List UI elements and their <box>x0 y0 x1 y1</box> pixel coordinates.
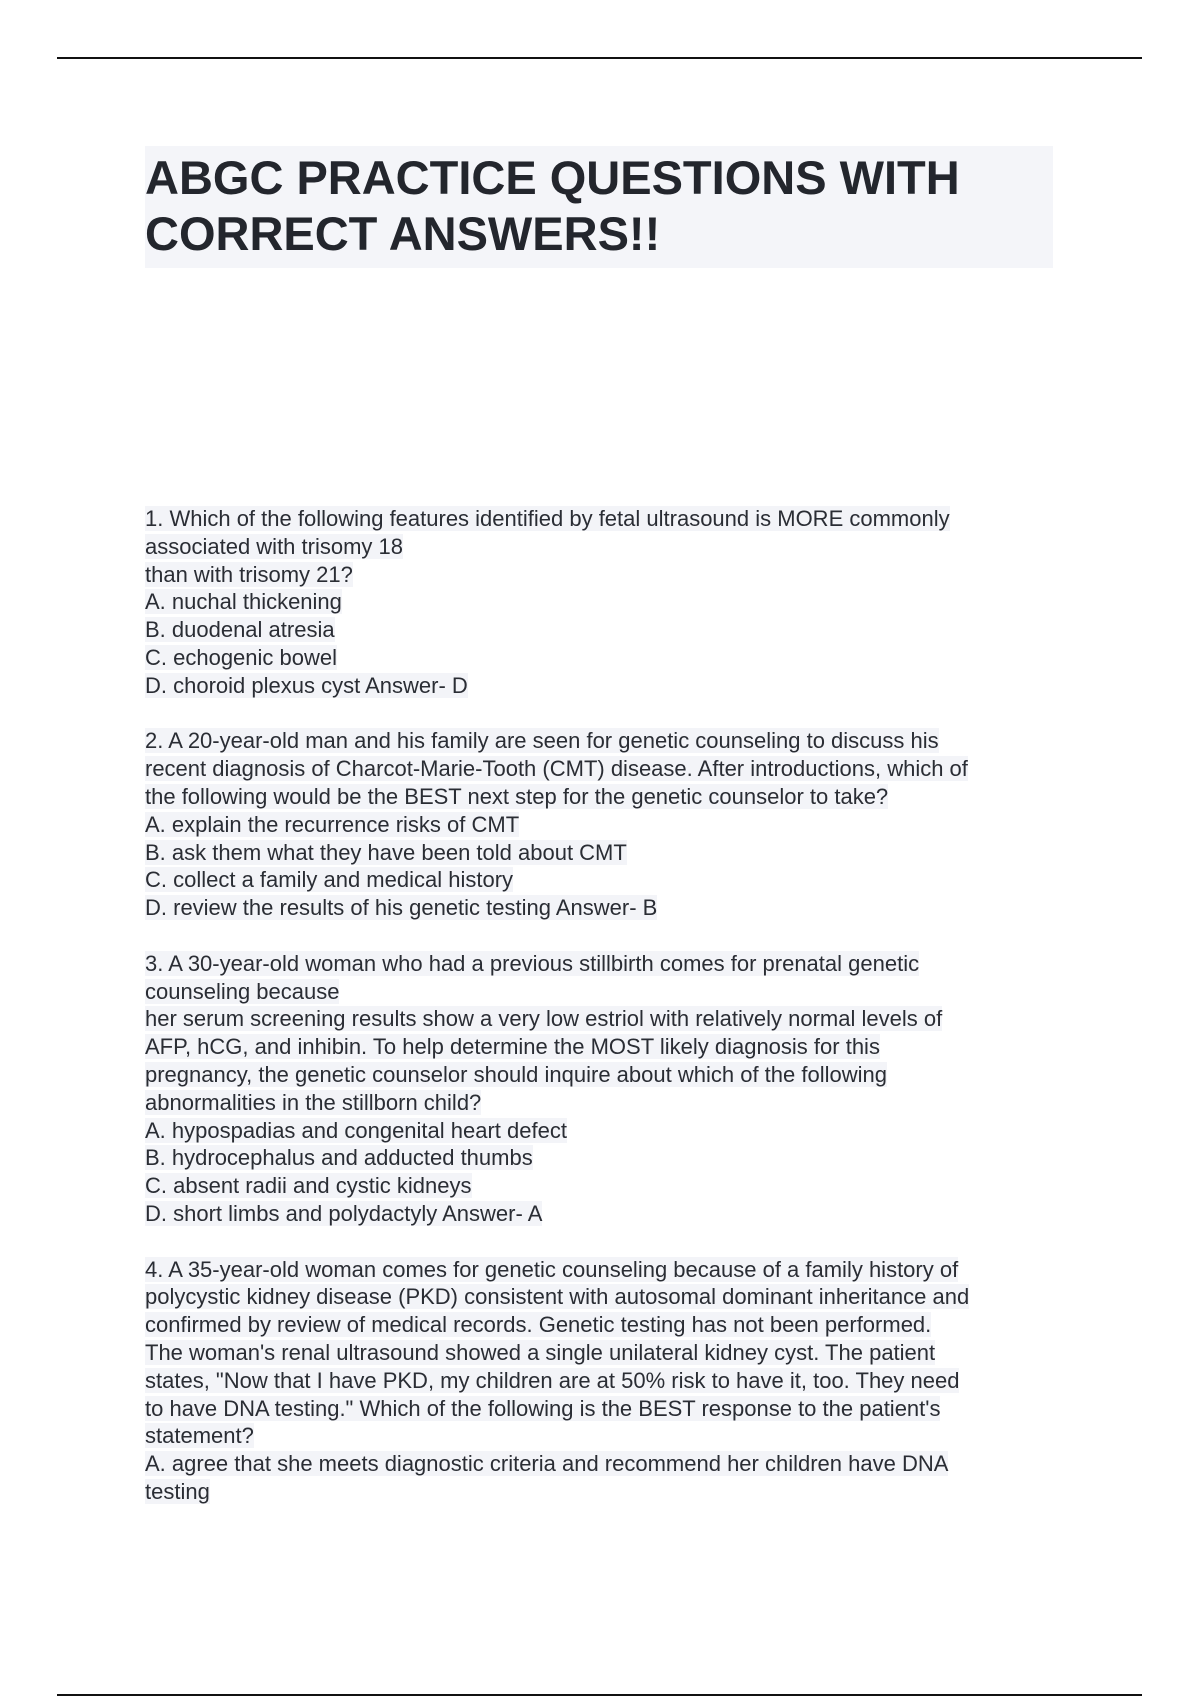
question-line <box>145 1311 1065 1339</box>
question-line <box>145 672 1065 700</box>
question-2 <box>145 727 1065 922</box>
question-list <box>145 505 1065 1533</box>
question-line <box>145 727 1065 755</box>
question-text: C. echogenic bowel <box>145 644 338 670</box>
question-text: C. collect a family and medical history <box>145 867 514 893</box>
question-line <box>145 755 1065 783</box>
question-line <box>145 588 1065 616</box>
question-text: A. nuchal thickening <box>145 589 342 615</box>
question-text: 4. A 35-year-old woman comes for genetic counseling because of a family history of <box>145 1256 959 1282</box>
question-text: D. choroid plexus cyst Answer- D <box>145 672 468 698</box>
question-3 <box>145 950 1065 1228</box>
question-text: C. absent radii and cystic kidneys <box>145 1173 472 1199</box>
question-text: than with trisomy 21? <box>145 561 353 587</box>
question-text: states, "Now that I have PKD, my children are at 50% risk to have it, too. They need <box>145 1367 960 1393</box>
question-line <box>145 533 1065 561</box>
question-text: AFP, hCG, and inhibin. To help determine the MOST likely diagnosis for this <box>145 1034 880 1060</box>
question-text: to have DNA testing." Which of the following is the BEST response to the patient's <box>145 1395 941 1421</box>
question-line <box>145 839 1065 867</box>
question-text: D. review the results of his genetic testing Answer- B <box>145 895 658 921</box>
top-divider <box>57 57 1142 59</box>
question-line <box>145 1256 1065 1284</box>
question-line <box>145 1339 1065 1367</box>
question-1 <box>145 505 1065 700</box>
question-text: The woman's renal ultrasound showed a single unilateral kidney cyst. The patient <box>145 1339 936 1365</box>
question-text: A. explain the recurrence risks of CMT <box>145 811 520 837</box>
question-text: statement? <box>145 1423 254 1449</box>
question-4 <box>145 1256 1065 1506</box>
question-text: 2. A 20-year-old man and his family are seen for genetic counseling to discuss his <box>145 728 939 754</box>
question-text: polycystic kidney disease (PKD) consistent with autosomal dominant inheritance and <box>145 1284 970 1310</box>
question-line <box>145 1367 1065 1395</box>
title-line: ABGC PRACTICE QUESTIONS WITH <box>145 151 960 204</box>
question-line <box>145 1033 1065 1061</box>
question-text: testing <box>145 1478 210 1504</box>
question-text: her serum screening results show a very low estriol with relatively normal levels of <box>145 1006 943 1032</box>
bottom-divider <box>57 1694 1142 1696</box>
question-line <box>145 1450 1065 1478</box>
question-text: abnormalities in the stillborn child? <box>145 1089 482 1115</box>
question-text: 1. Which of the following features identified by fetal ultrasound is MORE commonly <box>145 506 950 531</box>
question-text: 3. A 30-year-old woman who had a previous stillbirth comes for prenatal genetic <box>145 950 920 976</box>
question-line <box>145 978 1065 1006</box>
question-text: associated with trisomy 18 <box>145 533 403 559</box>
question-line <box>145 505 1065 533</box>
question-line <box>145 866 1065 894</box>
question-line <box>145 1172 1065 1200</box>
document-title <box>145 146 1053 268</box>
question-line <box>145 644 1065 672</box>
question-line <box>145 950 1065 978</box>
question-line <box>145 783 1065 811</box>
question-text: confirmed by review of medical records. Genetic testing has not been performed. <box>145 1312 932 1338</box>
question-text: D. short limbs and polydactyly Answer- A <box>145 1200 543 1226</box>
question-line <box>145 1283 1065 1311</box>
question-text: recent diagnosis of Charcot-Marie-Tooth (CMT) disease. After introductions, which of <box>145 756 968 782</box>
question-line <box>145 1478 1065 1506</box>
question-line <box>145 811 1065 839</box>
question-text: B. ask them what they have been told about CMT <box>145 839 627 865</box>
question-line <box>145 1395 1065 1423</box>
question-text: B. hydrocephalus and adducted thumbs <box>145 1145 533 1171</box>
question-text: B. duodenal atresia <box>145 617 335 643</box>
question-line <box>145 1117 1065 1145</box>
question-text: the following would be the BEST next step for the genetic counselor to take? <box>145 783 889 809</box>
question-line <box>145 616 1065 644</box>
question-text: A. hypospadias and congenital heart defect <box>145 1117 567 1143</box>
question-line <box>145 1061 1065 1089</box>
question-line <box>145 1422 1065 1450</box>
question-line <box>145 1144 1065 1172</box>
question-line <box>145 1200 1065 1228</box>
question-text: A. agree that she meets diagnostic criteria and recommend her children have DNA <box>145 1451 949 1477</box>
question-line <box>145 1005 1065 1033</box>
question-line <box>145 894 1065 922</box>
question-text: pregnancy, the genetic counselor should inquire about which of the following <box>145 1061 887 1087</box>
question-text: counseling because <box>145 978 340 1004</box>
title-line: CORRECT ANSWERS!! <box>145 207 661 260</box>
question-line <box>145 561 1065 589</box>
question-line <box>145 1089 1065 1117</box>
